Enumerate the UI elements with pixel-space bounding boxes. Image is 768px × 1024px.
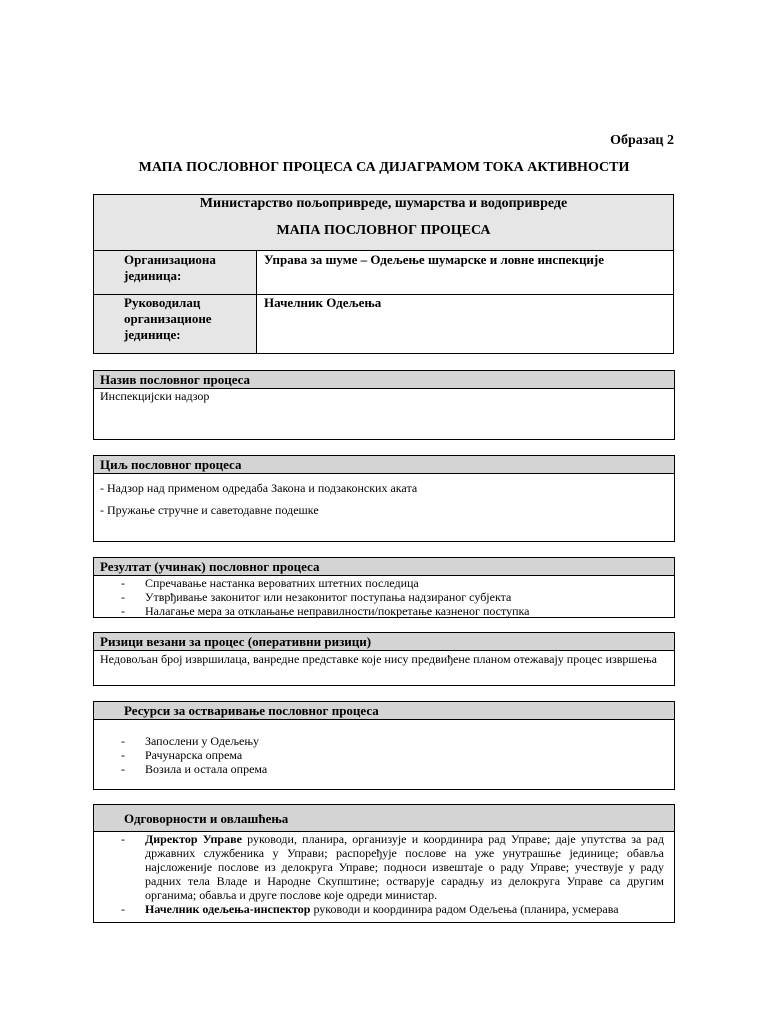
risks-value: Недовољан број извршилаца, ванредне представке које нису предвиђене планом отежавају процес извршења <box>100 652 657 666</box>
process-goal-list <box>94 474 674 517</box>
process-result-heading: Резултат (учинак) пословног процеса <box>94 558 674 576</box>
process-name-value: Инспекцијски надзор <box>100 389 210 403</box>
process-goal-heading: Циљ пословног процеса <box>94 456 674 474</box>
responsibilities-section <box>93 804 675 923</box>
resources-section <box>93 701 675 790</box>
list-item <box>94 832 666 902</box>
list-item: - Надзор над применом одредаба Закона и подзаконских аката <box>100 481 418 495</box>
process-result-section <box>93 557 675 618</box>
role-name: Директор Управе <box>145 832 242 846</box>
form-number-label: Образац 2 <box>610 133 674 148</box>
role-description: руководи, планира, организује и координира рад Управе; даје упутства за рад државних службеника у Управи; распоређује послове на уже унутрашње јединице; обавља најсложеније послове из делокруга Управе; подноси извештаје о раду Управе; учествује у раду радних тела Владе и Народне Скупштине; остварује сарадњу из делокруга Управе са другим органима; обавља и друге послове које одреди министар. <box>145 832 664 902</box>
role-description: руководи и координира радом Одељења (планира, усмерава <box>310 902 619 916</box>
manager-label: Руководилац организационе јединице: <box>94 295 257 353</box>
responsibilities-list <box>94 832 674 916</box>
list-item <box>94 902 666 916</box>
manager-row <box>94 295 673 353</box>
risks-section <box>93 632 675 686</box>
process-name-heading: Назив пословног процеса <box>94 371 674 389</box>
ministry-name: Министарство пољопривреде, шумарства и водопривреде <box>199 196 568 211</box>
responsibilities-heading: Одговорности и овлашћења <box>94 805 674 832</box>
list-item: - Рачунарска опрема <box>94 748 674 762</box>
map-title: МАПА ПОСЛОВНОГ ПРОЦЕСА <box>276 223 491 238</box>
process-result-list <box>94 576 674 618</box>
list-item: - Утврђивање законитог или незаконитог поступања надзираног субјекта <box>94 590 674 604</box>
list-item: - Спречавање настанка вероватних штетних последица <box>94 576 674 590</box>
risks-heading: Ризици везани за процес (оперативни ризици) <box>94 633 674 651</box>
org-unit-row <box>94 251 673 295</box>
process-goal-section <box>93 455 675 542</box>
header-table <box>93 194 674 354</box>
org-unit-value: Управа за шуме – Одељење шумарске и ловне инспекције <box>264 252 605 267</box>
resources-heading: Ресурси за остваривање пословног процеса <box>94 702 674 720</box>
list-item: - Запослени у Одељењу <box>94 734 674 748</box>
header-title-cell <box>94 195 673 251</box>
list-item: - Возила и остала опрема <box>94 762 674 776</box>
list-item: - Налагање мера за отклањање неправилности/покретање казненог поступка <box>94 604 674 618</box>
page-title: МАПА ПОСЛОВНОГ ПРОЦЕСА СА ДИЈАГРАМОМ ТОКА АКТИВНОСТИ <box>138 160 630 175</box>
org-unit-label: Организациона јединица: <box>94 251 257 294</box>
process-name-section <box>93 370 675 440</box>
resources-list <box>94 734 674 776</box>
list-item: - Пружање стручне и саветодавне подешке <box>100 503 319 517</box>
role-name: Начелник одељења-инспектор <box>145 902 311 916</box>
manager-value: Начелник Одељења <box>264 295 382 310</box>
